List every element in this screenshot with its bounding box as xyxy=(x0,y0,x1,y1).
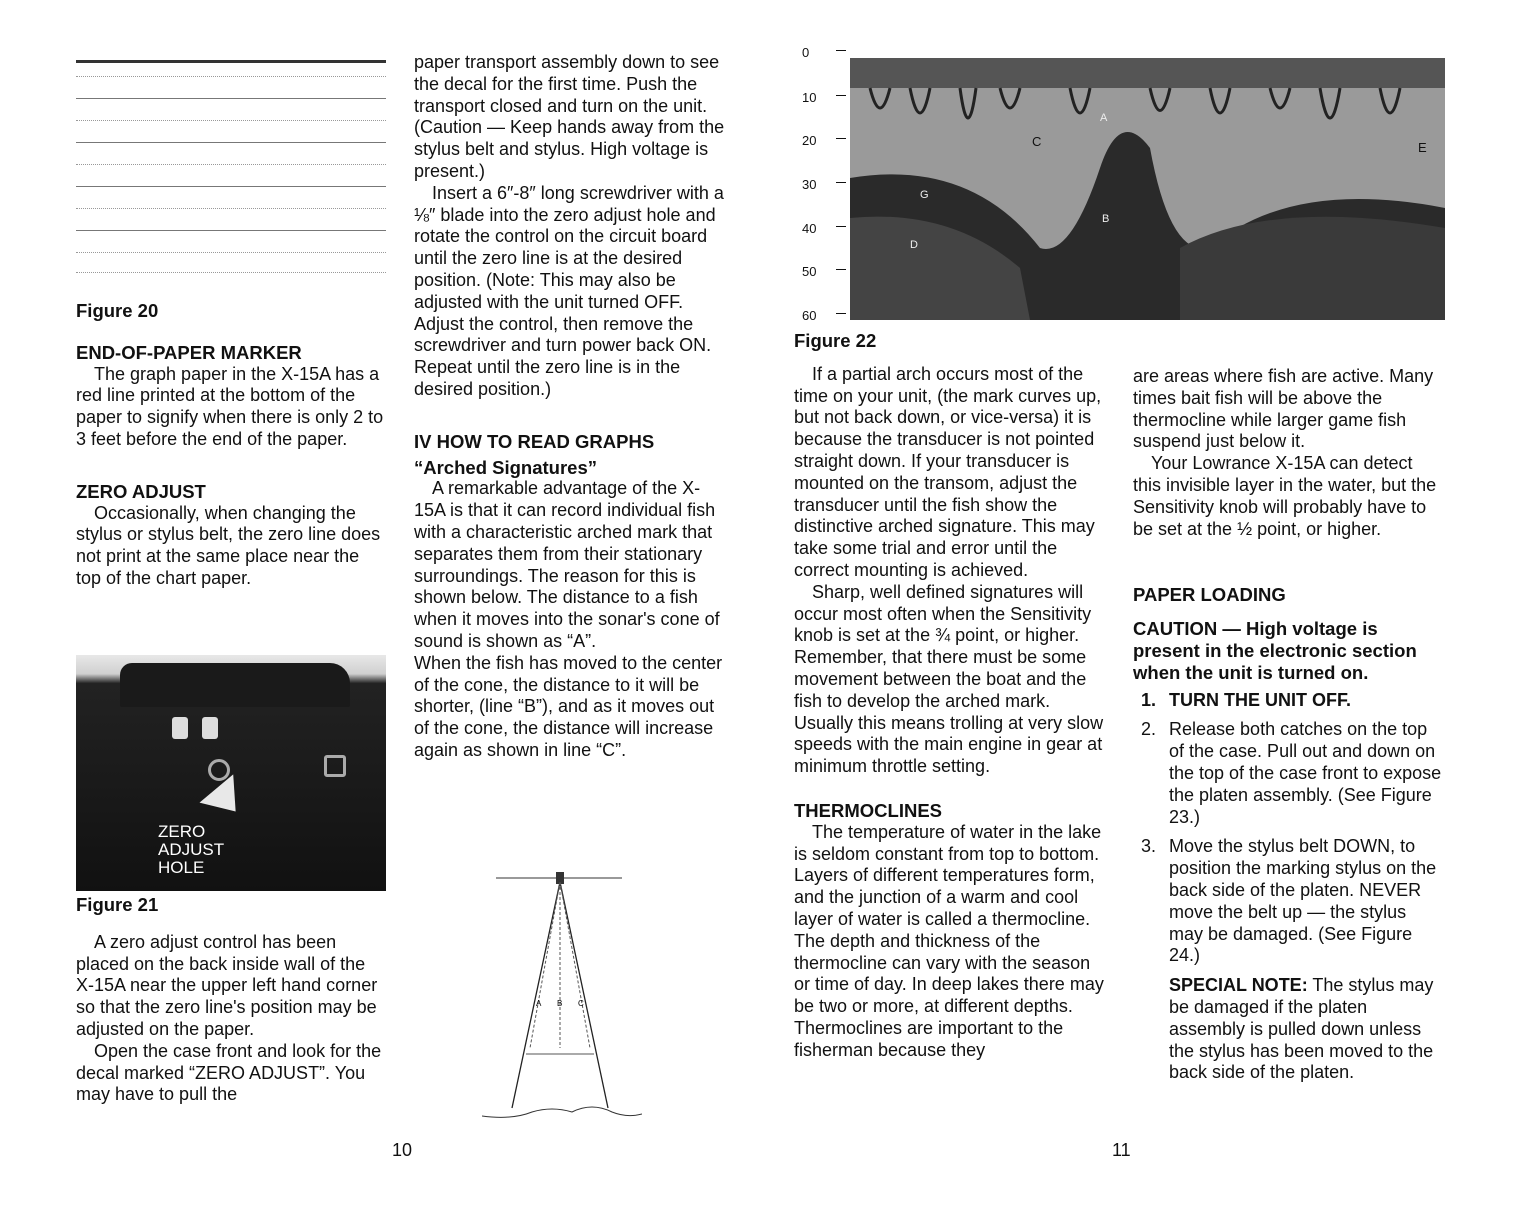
left-column-2 xyxy=(414,52,730,762)
step-text: Move the stylus belt DOWN, to position the marking stylus on the back side of the platen. NEVER move the belt up — the stylus may be damaged. (See Figure 24.) xyxy=(1169,836,1437,966)
right-col1-para-1: If a partial arch occurs most of the time on your unit, (the mark curves up, but not back down, or vice-versa) it is because the transducer is not pointed straight down. If your transducer is mounted on the transom, adjust the transducer until the fish show the distinctive arched signature. This may take some trial and error until the correct mounting is achieved. xyxy=(794,363,1102,580)
step-text: TURN THE UNIT OFF. xyxy=(1169,689,1351,710)
cone-label-b: B xyxy=(557,999,563,1008)
sonar-mark-d: D xyxy=(910,239,918,251)
zero-adjust-body: Occasionally, when changing the stylus or stylus belt, the zero line does not print at the same place near the top of the chart paper. xyxy=(76,502,381,588)
figure-20-caption: Figure 20 xyxy=(76,300,159,321)
depth-tick: 40 xyxy=(802,221,817,236)
steps-list xyxy=(1133,690,1445,1085)
col2-para-1: paper transport assembly down to see the decal for the first time. Push the transport closed and turn on the unit. (Caution — Keep hands away from the stylus belt and stylus. High voltage is present.) xyxy=(414,52,725,181)
special-note-text: The stylus may be damaged if the platen assembly is pulled down unless the stylus has been moved to the back side of the platen. xyxy=(1169,975,1434,1083)
special-note-label: SPECIAL NOTE: xyxy=(1169,975,1308,996)
sonar-mark-a: A xyxy=(1100,112,1108,124)
step-item xyxy=(1133,836,1445,967)
sonar-unit-top xyxy=(120,663,350,707)
cone-label-c: C xyxy=(578,999,584,1008)
figure-22-sonar-chart xyxy=(800,38,1445,328)
step-number: 2. xyxy=(1141,719,1157,740)
right-col1-para-3: The temperature of water in the lake is seldom constant from top to bottom. Layers of different temperatures form, and the junction of a warm and cool layer of water is called a thermocline. The depth and thickness of the thermocline can vary with the season or time of day. In deep lakes there may be two or more, at different depths. Thermoclines are important to the fisherman because they xyxy=(794,821,1104,1060)
right-col2-para-2: Your Lowrance X-15A can detect this invisible layer in the water, but the Sensitivity knob will probably have to be set at the ½ point, or higher. xyxy=(1133,453,1437,539)
thermoclines-heading: THERMOCLINES xyxy=(794,799,942,821)
sonar-mark-c: C xyxy=(1032,134,1042,149)
sonar-mark-g: G xyxy=(920,189,929,201)
cone-label-a: A xyxy=(536,999,542,1008)
sonar-cone-diagram xyxy=(482,868,642,1128)
sub-heading: “Arched Signatures” xyxy=(414,456,597,478)
depth-tick: 30 xyxy=(802,177,817,192)
left-column-1-lower xyxy=(76,894,388,1106)
right-column-2 xyxy=(1133,366,1445,1084)
depth-tick: 0 xyxy=(802,45,810,60)
section-heading: IV HOW TO READ GRAPHS xyxy=(414,430,655,452)
right-col2-para-1: are areas where fish are active. Many times bait fish will be above the thermocline while larger game fish suspend just below it. xyxy=(1133,366,1434,452)
col2-para-2: Insert a 6″-8″ long screwdriver with a ⅛″ blade into the zero adjust hole and rotate the control on the circuit board until the zero line is at the desired position. (Note: This may also be adjusted with the unit turned OFF. Adjust the control, then remove the screwdriver and turn power back ON. Repeat until the zero line is in the desired position.) xyxy=(414,182,724,399)
depth-tick: 50 xyxy=(802,264,817,279)
col2-para-3: A remarkable advantage of the X-15A is that it can record individual fish with a characteristic arched mark that separates them from their stationary surroundings. The reason for this is shown below. The distance to a fish when it moves into the sonar's cone of sound is shown as “A”. xyxy=(414,478,720,651)
figure-20-lined-paper xyxy=(76,58,386,278)
end-of-paper-heading: END-OF-PAPER MARKER xyxy=(76,341,302,363)
zero-adjust-para-2: Open the case front and look for the decal marked “ZERO ADJUST”. You may have to pull the xyxy=(76,1040,382,1105)
col2-para-4: When the fish has moved to the center of the cone, the distance to it will be shorter, (line “B”), and as it moves out of the cone, the distance will increase again as shown in line “C”. xyxy=(414,652,723,760)
page-number-left: 10 xyxy=(392,1140,413,1160)
depth-scale xyxy=(800,38,850,328)
zero-adjust-heading: ZERO ADJUST xyxy=(76,480,206,502)
left-column-1 xyxy=(76,300,388,590)
special-note xyxy=(1169,975,1445,1084)
zero-adjust-hole-label: ZERO ADJUST HOLE xyxy=(158,822,224,877)
depth-tick: 60 xyxy=(802,308,817,323)
figure-22-caption: Figure 22 xyxy=(794,330,877,351)
zero-adjust-para-1: A zero adjust control has been placed on the back inside wall of the X-15A near the upper left hand corner so that the zero line's position may be adjusted on the paper. xyxy=(76,931,378,1039)
pointer-arrow-icon xyxy=(200,774,253,825)
sonar-mark-b: B xyxy=(1102,213,1110,225)
right-column-1 xyxy=(794,330,1110,1062)
step-item xyxy=(1133,690,1445,712)
sonar-recording xyxy=(850,58,1445,320)
paper-loading-heading: PAPER LOADING xyxy=(1133,584,1286,606)
step-number: 3. xyxy=(1141,836,1157,857)
depth-tick: 20 xyxy=(802,133,817,148)
caution-text: CAUTION — High voltage is present in the electronic section when the unit is turned on. xyxy=(1133,618,1417,683)
figure-21-caption: Figure 21 xyxy=(76,894,159,915)
right-col1-para-2: Sharp, well defined signatures will occur most often when the Sensitivity knob is set at the ¾ point, or higher. Remember, that there must be some movement between the boat and the fish to develop the arched mark. Usually this means trolling at very slow speeds with the main engine in gear at minimum throttle setting. xyxy=(794,581,1104,777)
figure-21-photo xyxy=(76,655,386,891)
sonar-mark-e: E xyxy=(1418,140,1427,155)
end-of-paper-body: The graph paper in the X-15A has a red line printed at the bottom of the paper to signify when there is only 2 to 3 feet before the end of the paper. xyxy=(76,363,384,449)
step-text: Release both catches on the top of the case. Pull out and down on the top of the case front to expose the platen assembly. (See Figure 23.) xyxy=(1169,719,1442,827)
depth-tick: 10 xyxy=(802,90,817,105)
step-item xyxy=(1133,719,1445,828)
page-number-right: 11 xyxy=(1112,1140,1131,1160)
step-number: 1. xyxy=(1141,689,1157,710)
